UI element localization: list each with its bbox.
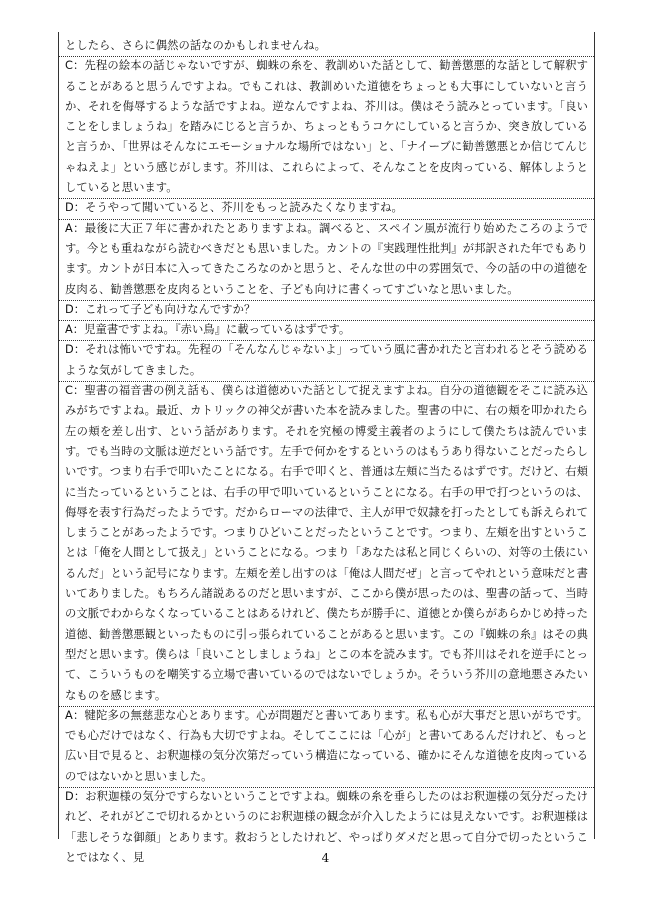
paragraph-text: D：それは怖いですね。先程の「そんなんじゃないよ」っていう風に書かれたと言われるとそう読めるような気がしてきました。 (65, 343, 588, 377)
dialogue-box (58, 32, 595, 864)
paragraph (65, 198, 588, 218)
paragraph (65, 706, 588, 787)
paragraph (65, 56, 588, 198)
paragraph (65, 381, 588, 706)
paragraph-text: A：最後に大正７年に書かれたとありますよね。調べると、スペイン風が流行り始めたころのようです。今とも重ねながら読むべきだとも思いました。カントの『実践理性批判』が邦訳された年でもあります。カントが日本に入ってきたころなのかと思うと、そんな世の中の雰囲気で、今の話の中の道徳を皮肉る、勧善懲悪を皮肉るということを、子ども向けに書くってすごいなと思いました。 (65, 221, 588, 296)
paragraph (65, 320, 588, 340)
paragraph-text: C：先程の絵本の話じゃないですが、蜘蛛の糸を、教訓めいた話として、勧善懲悪的な話として解釈することがあると思うんですよね。でもこれは、教訓めいた道徳をちょっとも大事にしていないと言うか、それを侮辱するような話ですよね。逆なんですよね、芥川は。僕はそう読みとっています。「良いことをしましょうね」を踏みにじると言うか、ちょっともうコケにしていると言うか、突き放していると言うか、「世界はそんなにエモーショナルな場所ではない」と、「ナイーブに勧善懲悪とか信じてんじゃねえよ」という感じがします。芥川は、これらによって、そんなことを皮肉っている、解体しようとしていると思います。 (65, 59, 588, 195)
paragraph-text: A：児童書ですよね。『赤い鳥』に載っているはずです。 (65, 323, 351, 337)
paragraph (65, 340, 588, 381)
paragraph-text: A：犍陀多の無慈悲な心とあります。心が問題だと書いてあります。私も心が大事だと思いがちです。でも心だけではなく、行為も大切ですよね。そしてここには「心が」と書いてあるんだけれど、もっと広い目で見ると、お釈迦様の気分次第だっていう構造になっている、確かにそんな道徳を皮肉っているのではないかと思いました。 (65, 708, 588, 783)
paragraph-text: としたら、さらに偶然の話なのかもしれませんね。 (65, 39, 326, 52)
paragraph-text: D：そうやって聞いていると、芥川をもっと読みたくなりますね。 (65, 201, 403, 215)
paragraph (65, 36, 588, 56)
paragraph-text: D：これって子ども向けなんですか？ (65, 302, 256, 316)
paragraph (65, 219, 588, 300)
paragraph (65, 300, 588, 320)
page-number: 4 (321, 851, 330, 865)
paragraph-text: C：聖書の福音書の例え話も、僕らは道徳めいた話として捉えますよね。自分の道徳観をそこに読み込みがちですよね。最近、カトリックの神父が書いた本を読みました。聖書の中に、右の頬を叩かれたら左の頬を差し出す、という話があります。それを究極の博愛主義者のようにして僕たちは読んでいます。でも当時の文脈は逆だという話です。左手で何かをするというのはもうあり得ないことだったらしいです。つまり右手で叩いたことになる。右手で叩くと、普通は左頬に当たるはずです。だけど、右頬に当たっているということは、右手の甲で叩いているということになる。右手の甲で打つというのは、侮辱を表す行為だったようです。だからローマの法律で、主人が甲で奴隷を打ったとしても訴えられてしまうことがあったようです。つまりひどいことだったということです。つまり、左頬を出すということは「俺を人間として扱え」ということになる。つまり「あなたは私と同じくらいの、対等の土俵にいるんだ」という記号になります。左頬を差し出すのは「俺は人間だぜ」と言ってやれという意味だと書いてありました。もちろん諸説あるのだと思いますが、ここから僕が思ったのは、聖書の話って、当時の文脈でわからなくなっていることはあるけれど、僕たちが勝手に、道徳とか僕らがあらかじめ持った道徳、勧善懲悪観といったものに引っ張られていることがあると思います。この『蜘蛛の糸』はその典型だと思います。僕らは「良いことしましょうね」とこの本を読みます。でも芥川はそれを逆手にとって、こういうものを嘲笑する立場で書いているのではないでしょうか。そういう芥川の意地悪さみたいなものを感じます。 (65, 384, 588, 702)
paragraph-text: D：お釈迦様の気分ですらないということですよね。蜘蛛の糸を垂らしたのはお釈迦様の気分だったけれど、それがどこで切れるかというのにお釈迦様の観念が介入したようには見えないです。お釈迦様は「悲しそうな御顔」とあります。救おうとしたけれど、やっぱりダメだと思って自分で切ったということではなく、見 (65, 789, 588, 864)
